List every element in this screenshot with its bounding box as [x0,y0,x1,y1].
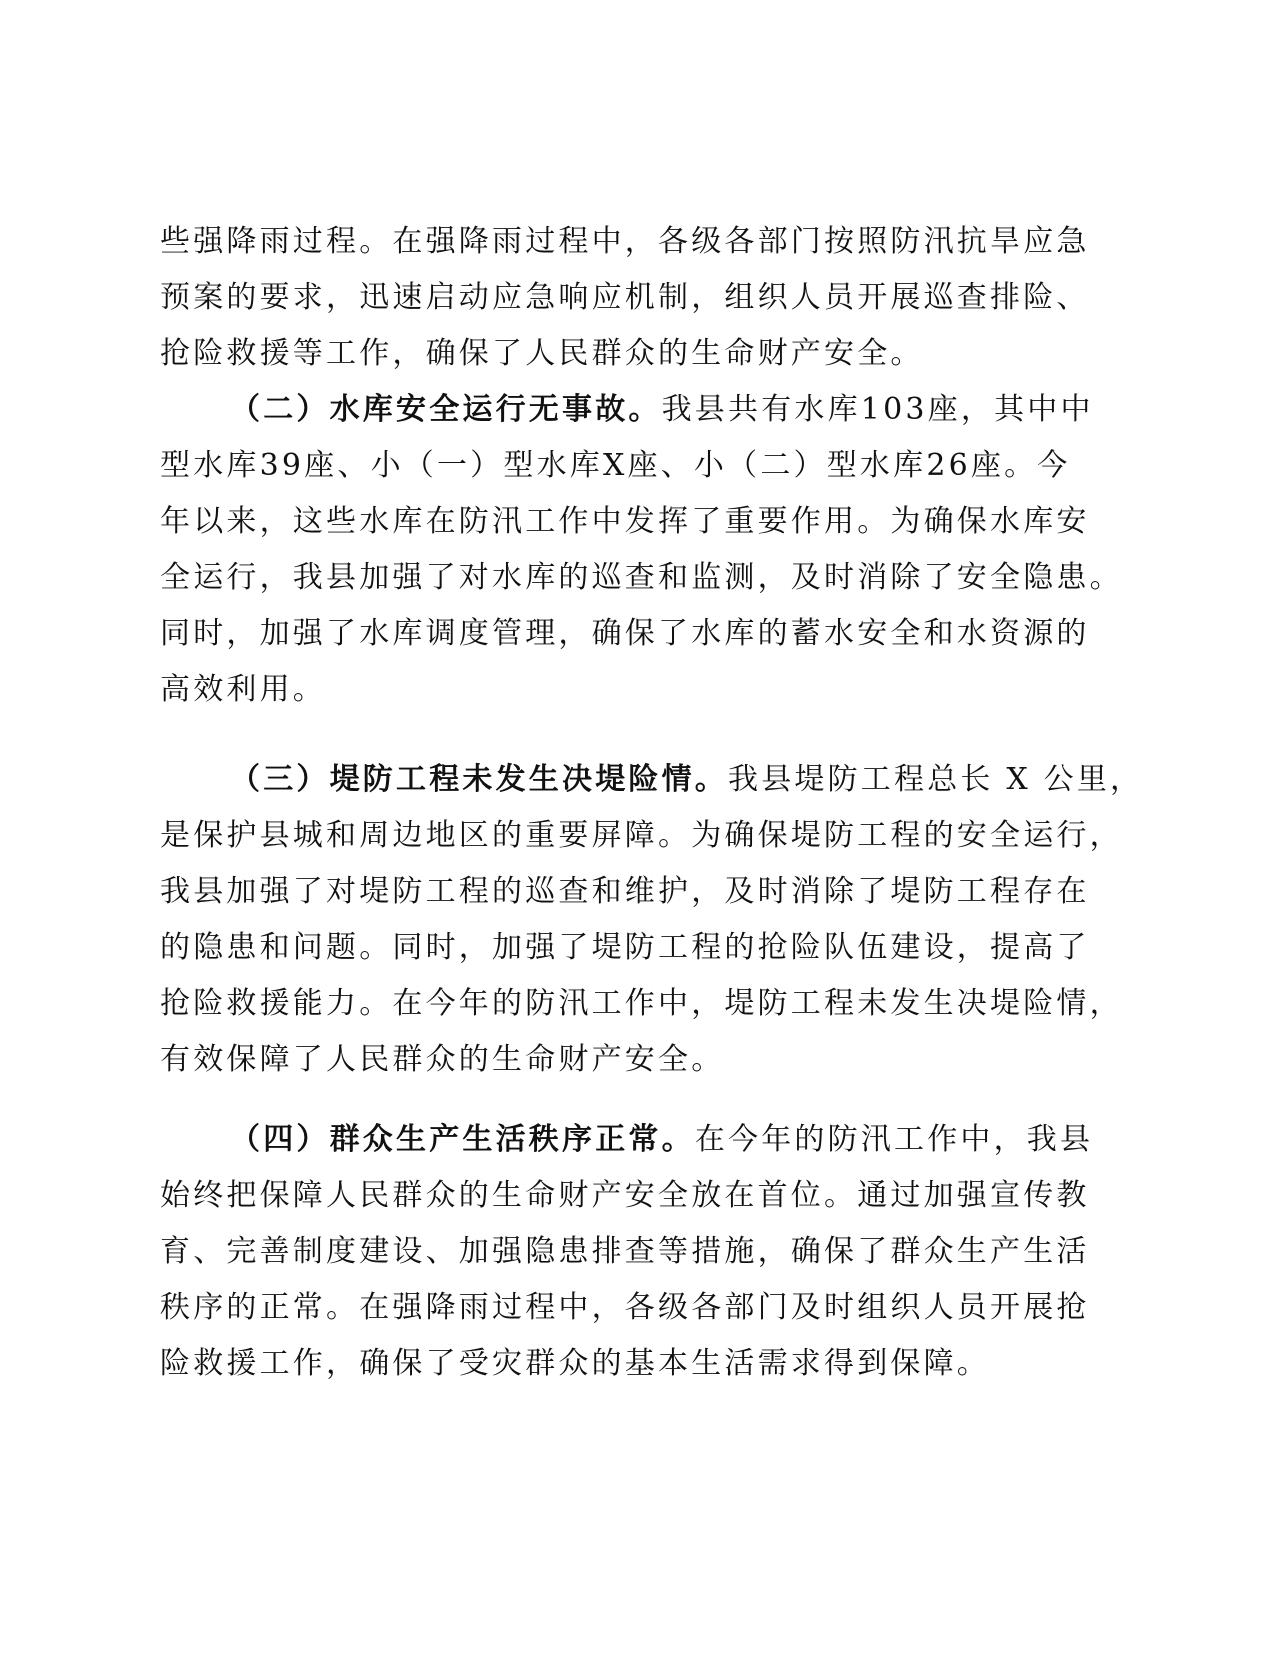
paragraph-3-line-6: 有效保障了人民群众的生命财产安全。 [160,1042,725,1077]
paragraph-4-line-5: 险救援工作，确保了受灾群众的基本生活需求得到保障。 [160,1346,990,1381]
paragraph-2-first-line [230,390,1094,430]
section-heading-2: （二）水库安全运行无事故。 [230,392,662,427]
paragraph-1-line-3: 抢险救援等工作，确保了人民群众的生命财产安全。 [160,336,924,371]
paragraph-3-line-3: 我县加强了对堤防工程的巡查和维护，及时消除了堤防工程存在 [160,874,1090,909]
paragraph-2-line-6: 高效利用。 [160,672,326,707]
paragraph-2-line-5: 同时，加强了水库调度管理，确保了水库的蓄水安全和水资源的 [160,616,1090,651]
paragraph-1-line-2: 预案的要求，迅速启动应急响应机制，组织人员开展巡查排险、 [160,280,1090,315]
paragraph-3-line-5: 抢险救援能力。在今年的防汛工作中，堤防工程未发生决堤险情， [160,986,1123,1021]
paragraph-1-line-1: 些强降雨过程。在强降雨过程中，各级各部门按照防汛抗旱应急 [160,224,1090,259]
paragraph-4-first-line [230,1120,1093,1160]
paragraph-4-line-4: 秩序的正常。在强降雨过程中，各级各部门及时组织人员开展抢 [160,1290,1090,1325]
paragraph-2-line-2: 型水库39座、小（一）型水库X座、小（二）型水库26座。今 [160,448,1071,483]
paragraph-2-first-line-text: 我县共有水库103座，其中中 [661,392,1094,427]
section-heading-4: （四）群众生产生活秩序正常。 [230,1122,695,1157]
paragraph-3-first-line [230,760,1143,800]
paragraph-3-line-2: 是保护县城和周边地区的重要屏障。为确保堤防工程的安全运行， [160,818,1123,853]
paragraph-4-line-3: 育、完善制度建设、加强隐患排查等措施，确保了群众生产生活 [160,1234,1090,1269]
paragraph-2-line-3: 年以来，这些水库在防汛工作中发挥了重要作用。为确保水库安 [160,504,1090,539]
paragraph-3-line-4: 的隐患和问题。同时，加强了堤防工程的抢险队伍建设，提高了 [160,930,1090,965]
paragraph-4-line-2: 始终把保障人民群众的生命财产安全放在首位。通过加强宣传教 [160,1178,1090,1213]
paragraph-3-first-line-text: 我县堤防工程总长 X 公里， [728,762,1144,797]
paragraph-2-line-4: 全运行，我县加强了对水库的巡查和监测，及时消除了安全隐患。 [160,560,1123,595]
paragraph-4-first-line-text: 在今年的防汛工作中，我县 [694,1122,1094,1157]
section-heading-3: （三）堤防工程未发生决堤险情。 [230,762,728,797]
